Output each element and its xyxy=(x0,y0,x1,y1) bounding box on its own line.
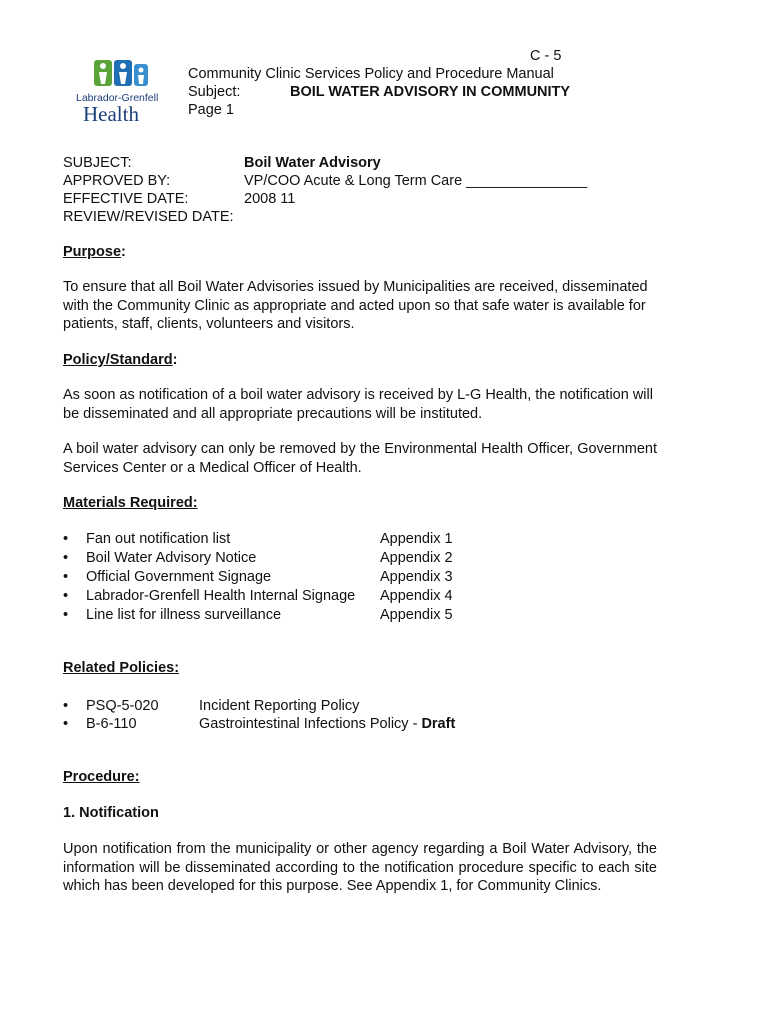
purpose-heading-colon: : xyxy=(121,244,126,260)
materials-heading: Materials Required: xyxy=(63,495,198,511)
material-item-ref: Appendix 3 xyxy=(380,569,453,585)
material-item-ref: Appendix 2 xyxy=(380,550,453,566)
policy-heading xyxy=(63,351,177,369)
procedure-heading: Procedure: xyxy=(63,769,140,785)
material-item-ref: Appendix 5 xyxy=(380,607,453,623)
related-item-title xyxy=(199,715,455,733)
material-item-label: Fan out notification list xyxy=(86,531,231,547)
meta-subject-label: SUBJECT: xyxy=(63,155,132,171)
bullet-icon: • xyxy=(63,550,69,566)
meta-approved-value: VP/COO Acute & Long Term Care _______________ xyxy=(244,173,588,189)
logo-org-line1: Labrador-Grenfell xyxy=(76,92,159,104)
meta-effective-value: 2008 11 xyxy=(244,191,296,207)
bullet-icon: • xyxy=(63,588,69,604)
manual-title: Community Clinic Services Policy and Procedure Manual xyxy=(188,66,554,82)
header-subject-value: BOIL WATER ADVISORY IN COMMUNITY xyxy=(290,84,571,100)
bullet-icon: • xyxy=(63,569,69,585)
material-item-label: Official Government Signage xyxy=(86,569,272,585)
meta-approved-label: APPROVED BY: xyxy=(63,173,171,189)
step1-text: Upon notification from the municipality or other agency regarding a Boil Water Advisory, the information will be disseminated according to the notification procedure specific to each site which has been developed for this purpose. See Appendix 1, for Community Clinics. xyxy=(63,841,657,895)
policy-paragraph-2: A boil water advisory can only be removed by the Environmental Health Officer, Government Services Center or a Medical Officer of Health. xyxy=(63,441,657,476)
related-heading: Related Policies: xyxy=(63,660,180,676)
bullet-icon: • xyxy=(63,531,69,547)
material-item-label: Line list for illness surveillance xyxy=(86,607,282,623)
organization-logo xyxy=(70,56,170,126)
material-item-ref: Appendix 1 xyxy=(380,531,453,547)
purpose-text: To ensure that all Boil Water Advisories issued by Municipalities are received, disseminated with the Community Clinic as appropriate and acted upon so that safe water is available for patients, staff, clients, volunteers and visitors. xyxy=(63,279,648,333)
meta-effective-label: EFFECTIVE DATE: xyxy=(63,191,189,207)
policy-paragraph-1: As soon as notification of a boil water advisory is received by L-G Health, the notification will be disseminated and all appropriate precautions will be instituted. xyxy=(63,387,653,422)
header-subject-label: Subject: xyxy=(188,84,241,100)
logo-org-line2: Health xyxy=(83,102,139,126)
related-item-title xyxy=(199,697,359,715)
bullet-icon: • xyxy=(63,698,69,714)
bullet-icon: • xyxy=(63,607,69,623)
related-item-title-text: Gastrointestinal Infections Policy - xyxy=(199,716,422,732)
header-page-label: Page 1 xyxy=(188,102,234,118)
bullet-icon: • xyxy=(63,716,69,732)
related-item-title-text: Incident Reporting Policy xyxy=(199,698,360,714)
material-item-ref: Appendix 4 xyxy=(380,588,453,604)
policy-heading-text: Policy/Standard xyxy=(63,352,173,368)
related-item-code: PSQ-5-020 xyxy=(86,698,159,714)
related-item-suffix: Draft xyxy=(421,716,456,732)
purpose-heading xyxy=(63,243,126,261)
related-item-code: B-6-110 xyxy=(86,716,137,732)
material-item-label: Labrador-Grenfell Health Internal Signage xyxy=(86,588,356,604)
material-item-label: Boil Water Advisory Notice xyxy=(86,550,257,566)
page-code: C - 5 xyxy=(530,48,562,64)
policy-heading-colon: : xyxy=(172,352,178,368)
meta-subject-value: Boil Water Advisory xyxy=(244,155,381,171)
step1-heading: 1. Notification xyxy=(63,805,159,821)
purpose-heading-text: Purpose xyxy=(63,244,122,260)
meta-review-label: REVIEW/REVISED DATE: xyxy=(63,209,234,225)
